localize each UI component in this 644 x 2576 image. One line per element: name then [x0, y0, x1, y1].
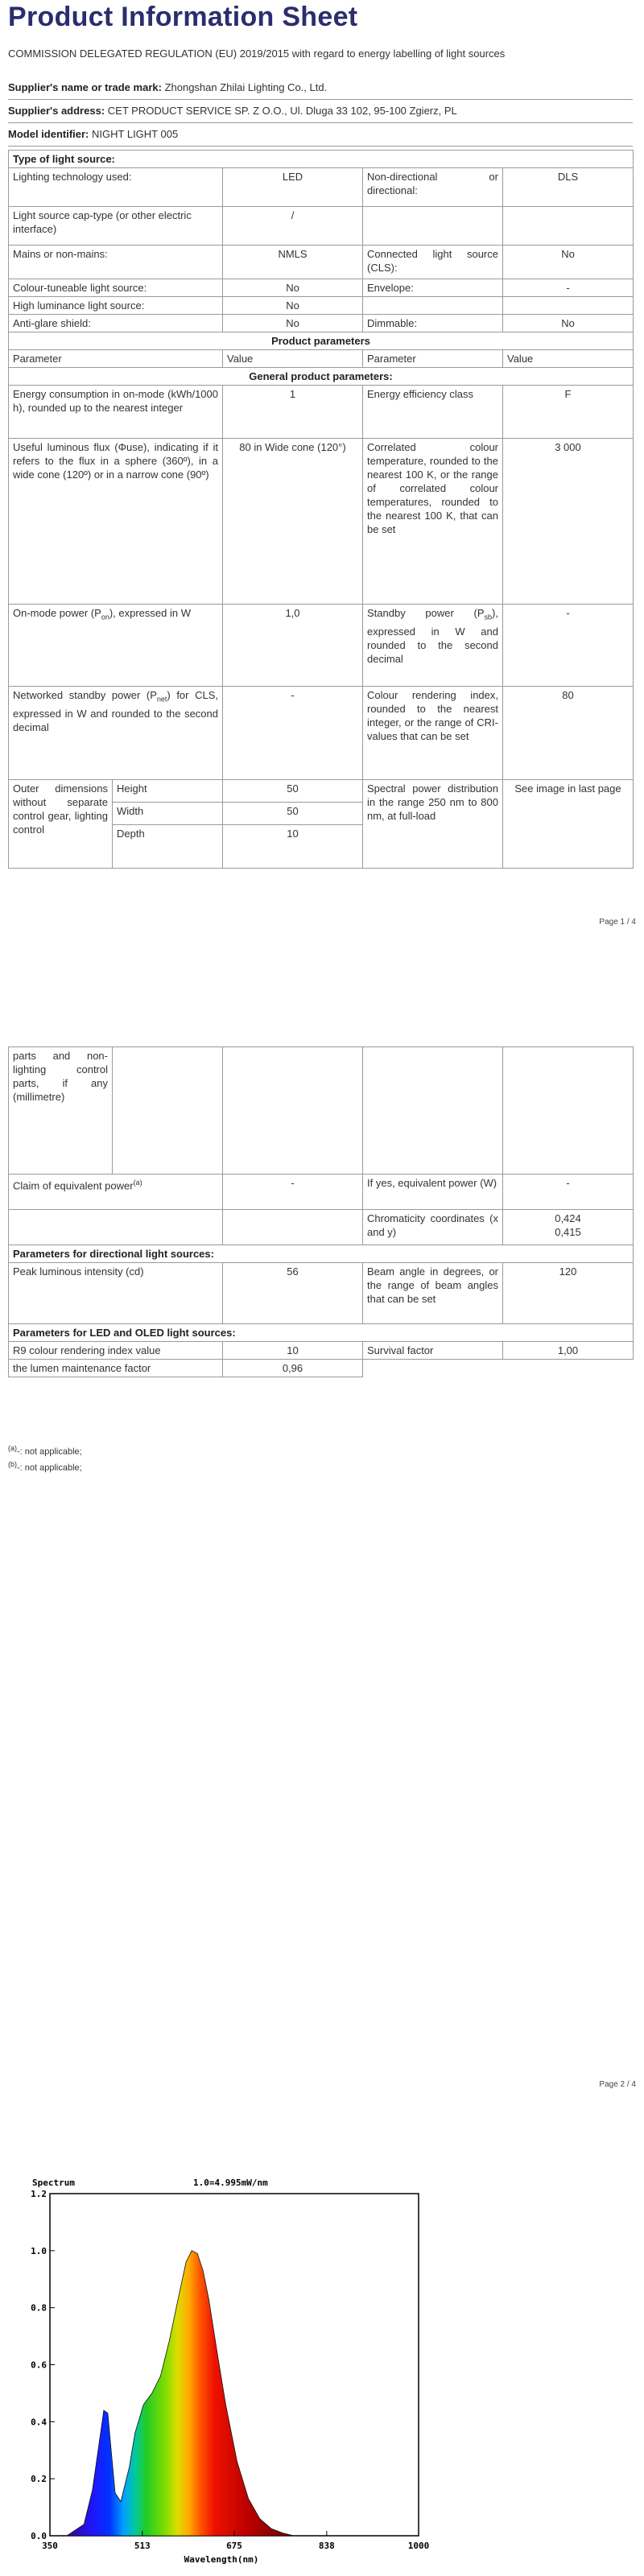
spectrum-chart — [16, 2169, 443, 2572]
table-row — [9, 1360, 634, 1377]
divider — [8, 122, 633, 123]
empty-cell — [503, 1047, 634, 1174]
row-value: 120 — [503, 1263, 634, 1324]
row-label: Colour-tuneable light source: — [9, 279, 223, 297]
row-label — [9, 605, 223, 687]
page-1 — [0, 0, 644, 934]
table-row — [9, 151, 634, 168]
net-standby-label-a: Networked standby power (P — [13, 689, 157, 701]
row-value: 80 in Wide cone (120°) — [223, 439, 363, 605]
y-tick-label: 0.0 — [31, 2531, 47, 2541]
table-row — [9, 315, 634, 332]
empty-cell — [113, 1047, 223, 1174]
footnote-a-text: : not applicable; — [19, 1447, 82, 1457]
row-value — [503, 297, 634, 315]
chart-annotation: 1.0=4.995mW/nm — [193, 2178, 268, 2188]
row-value: LED — [223, 168, 363, 207]
column-header-value: Value — [503, 350, 634, 368]
row-label: Survival factor — [363, 1342, 503, 1360]
row-value: F — [503, 386, 634, 439]
width-value: 50 — [223, 803, 363, 825]
chroma-x: 0,424 — [555, 1212, 581, 1224]
row-value: No — [223, 279, 363, 297]
table-row — [9, 279, 634, 297]
row-value: No — [223, 297, 363, 315]
standby-label-sub: sb — [484, 613, 493, 621]
row-value: / — [223, 207, 363, 246]
row-label: Mains or non-mains: — [9, 246, 223, 279]
row-value: DLS — [503, 168, 634, 207]
net-standby-label-sub: net — [156, 695, 167, 704]
onmode-label-b: ), expressed in W — [109, 607, 191, 619]
column-header-parameter: Parameter — [9, 350, 223, 368]
row-value: 0,96 — [223, 1360, 363, 1377]
onmode-label-a: On-mode power (P — [13, 607, 101, 619]
spec-table-page-2 — [8, 1046, 634, 1377]
model-row — [8, 128, 178, 140]
row-label: High luminance light source: — [9, 297, 223, 315]
table-row — [9, 386, 634, 439]
outer-dimensions-label-cont: parts and non-lighting control parts, if any (millimetre) — [9, 1047, 113, 1174]
empty-cell — [223, 1047, 363, 1174]
standby-label-a: Standby power (P — [367, 607, 485, 619]
row-value — [503, 1210, 634, 1245]
row-label — [363, 605, 503, 687]
y-tick-label: 1.0 — [31, 2245, 47, 2256]
model-value: NIGHT LIGHT 005 — [92, 128, 179, 140]
footnote-b-text: : not applicable; — [19, 1463, 82, 1473]
product-params-heading: Product parameters — [9, 332, 634, 350]
model-label: Model identifier: — [8, 128, 89, 140]
column-header-parameter: Parameter — [363, 350, 503, 368]
empty-cell — [363, 1047, 503, 1174]
page-number: Page 2 / 4 — [599, 2080, 636, 2089]
row-value: 1 — [223, 386, 363, 439]
spectrum-svg — [16, 2169, 443, 2572]
supplier-name-value: Zhongshan Zhilai Lighting Co., Ltd. — [164, 81, 328, 93]
page-2 — [0, 1046, 644, 2093]
table-row — [9, 332, 634, 350]
spectral-label: Spectral power distribution in the range 250 nm to 800 nm, at full-load — [363, 780, 503, 869]
table-row — [9, 1245, 634, 1263]
row-value: 10 — [223, 1342, 363, 1360]
footnote-b-marker: (b) — [8, 1460, 17, 1468]
row-value: 1,0 — [223, 605, 363, 687]
row-label — [363, 207, 503, 246]
row-label: Lighting technology used: — [9, 168, 223, 207]
table-row — [9, 605, 634, 687]
supplier-address-value: CET PRODUCT SERVICE SP. Z O.O., Ul. Dluga 33 102, 95-100 Zgierz, PL — [107, 105, 457, 117]
row-label: Light source cap-type (or other electric interface) — [9, 207, 223, 246]
row-label: Colour rendering index, rounded to the nearest integer, or the range of CRI-values that can be set — [363, 687, 503, 780]
footnote-a-marker: (a) — [8, 1444, 17, 1452]
row-value: No — [503, 315, 634, 332]
x-tick-label: 350 — [42, 2541, 58, 2551]
empty-cell — [223, 1210, 363, 1245]
spectral-value: See image in last page — [503, 780, 634, 869]
row-value: No — [223, 315, 363, 332]
net-standby-label-b: ) for CLS, expressed in W and rounded to the second decimal — [13, 689, 218, 733]
row-label: Peak luminous intensity (cd) — [9, 1263, 223, 1324]
column-header-value: Value — [223, 350, 363, 368]
row-value: NMLS — [223, 246, 363, 279]
width-label: Width — [113, 803, 223, 825]
depth-label: Depth — [113, 825, 223, 869]
regulation-text: COMMISSION DELEGATED REGULATION (EU) 2019/2015 with regard to energy labelling of light sources — [8, 47, 506, 60]
chroma-y: 0,415 — [555, 1226, 581, 1238]
footnote-b — [8, 1460, 82, 1473]
height-value: 50 — [223, 780, 363, 803]
row-label: If yes, equivalent power (W) — [363, 1174, 503, 1210]
table-row — [9, 1047, 634, 1174]
footnote-b-symbol: - — [17, 1463, 20, 1473]
row-value — [503, 207, 634, 246]
directional-heading: Parameters for directional light sources: — [9, 1245, 634, 1263]
table-row — [9, 246, 634, 279]
outer-dimensions-label: Outer dimensions without separate control gear, lighting control — [9, 780, 113, 869]
y-tick-label: 0.6 — [31, 2359, 47, 2371]
y-tick-label: 0.2 — [31, 2474, 47, 2485]
row-label: Beam angle in degrees, or the range of beam angles that can be set — [363, 1263, 503, 1324]
supplier-name-row — [8, 81, 327, 93]
claim-sup: (a) — [133, 1179, 142, 1187]
page-number: Page 1 / 4 — [599, 918, 636, 927]
y-tick-label: 0.8 — [31, 2302, 47, 2314]
table-row — [9, 780, 634, 803]
row-value: - — [503, 279, 634, 297]
table-row — [9, 1342, 634, 1360]
supplier-name-label: Supplier's name or trade mark: — [8, 81, 162, 93]
x-tick-label: 675 — [226, 2541, 242, 2551]
table-row — [9, 350, 634, 368]
spec-table-page-1 — [8, 150, 634, 869]
type-section-heading: Type of light source: — [9, 151, 634, 168]
depth-value: 10 — [223, 825, 363, 869]
chart-title: Spectrum — [32, 2178, 75, 2188]
row-value: 56 — [223, 1263, 363, 1324]
x-axis-label: Wavelength(nm) — [184, 2554, 259, 2565]
x-tick-label: 838 — [318, 2541, 335, 2551]
row-label: Energy consumption in on-mode (kWh/1000 h), rounded up to the nearest integer — [9, 386, 223, 439]
row-value: - — [503, 1174, 634, 1210]
supplier-address-label: Supplier's address: — [8, 105, 105, 117]
table-row — [9, 687, 634, 780]
row-label: R9 colour rendering index value — [9, 1342, 223, 1360]
x-tick-label: 1000 — [407, 2541, 430, 2551]
row-label — [9, 1174, 223, 1210]
table-row — [9, 207, 634, 246]
row-label: Non-directional or directional: — [363, 168, 503, 207]
row-label: Energy efficiency class — [363, 386, 503, 439]
row-label — [363, 297, 503, 315]
footnote-a-symbol: - — [17, 1447, 20, 1457]
row-label: Envelope: — [363, 279, 503, 297]
row-value: 1,00 — [503, 1342, 634, 1360]
x-tick-label: 513 — [134, 2541, 151, 2551]
standby-label-b: ), expressed in W and rounded to the second decimal — [367, 607, 498, 665]
row-value: 80 — [503, 687, 634, 780]
row-label: Correlated colour temperature, rounded to the nearest 100 K, or the range of correlated colour temperatures, rounded to the nearest 100 K, that can be set — [363, 439, 503, 605]
row-label: Chromaticity coordinates (x and y) — [363, 1210, 503, 1245]
table-row — [9, 1174, 634, 1210]
empty-cell — [363, 1360, 634, 1377]
y-tick-label: 0.4 — [31, 2417, 47, 2428]
row-value: - — [223, 1174, 363, 1210]
row-label: Anti-glare shield: — [9, 315, 223, 332]
row-value: - — [503, 605, 634, 687]
row-label: the lumen maintenance factor — [9, 1360, 223, 1377]
table-row — [9, 168, 634, 207]
table-row — [9, 439, 634, 605]
page-title: Product Information Sheet — [8, 2, 358, 32]
general-params-heading: General product parameters: — [9, 368, 634, 386]
row-value: No — [503, 246, 634, 279]
table-row — [9, 1210, 634, 1245]
height-label: Height — [113, 780, 223, 803]
row-value: - — [223, 687, 363, 780]
table-row — [9, 1263, 634, 1324]
row-label — [9, 687, 223, 780]
onmode-label-sub: on — [101, 613, 109, 621]
divider — [8, 146, 633, 147]
y-tick-label: 1.2 — [31, 2189, 47, 2199]
led-heading: Parameters for LED and OLED light sources: — [9, 1324, 634, 1342]
table-row — [9, 1324, 634, 1342]
empty-cell — [9, 1210, 223, 1245]
footnote-a — [8, 1444, 82, 1457]
table-row — [9, 368, 634, 386]
row-label: Dimmable: — [363, 315, 503, 332]
supplier-address-row — [8, 105, 457, 117]
row-label: Connected light source (CLS): — [363, 246, 503, 279]
claim-label: Claim of equivalent power — [13, 1179, 134, 1192]
row-label: Useful luminous flux (Φuse), indicating if it refers to the flux in a sphere (360º), in a wide cone (120º) or in a narrow cone (90º) — [9, 439, 223, 605]
table-row — [9, 297, 634, 315]
divider — [8, 99, 633, 100]
row-value: 3 000 — [503, 439, 634, 605]
